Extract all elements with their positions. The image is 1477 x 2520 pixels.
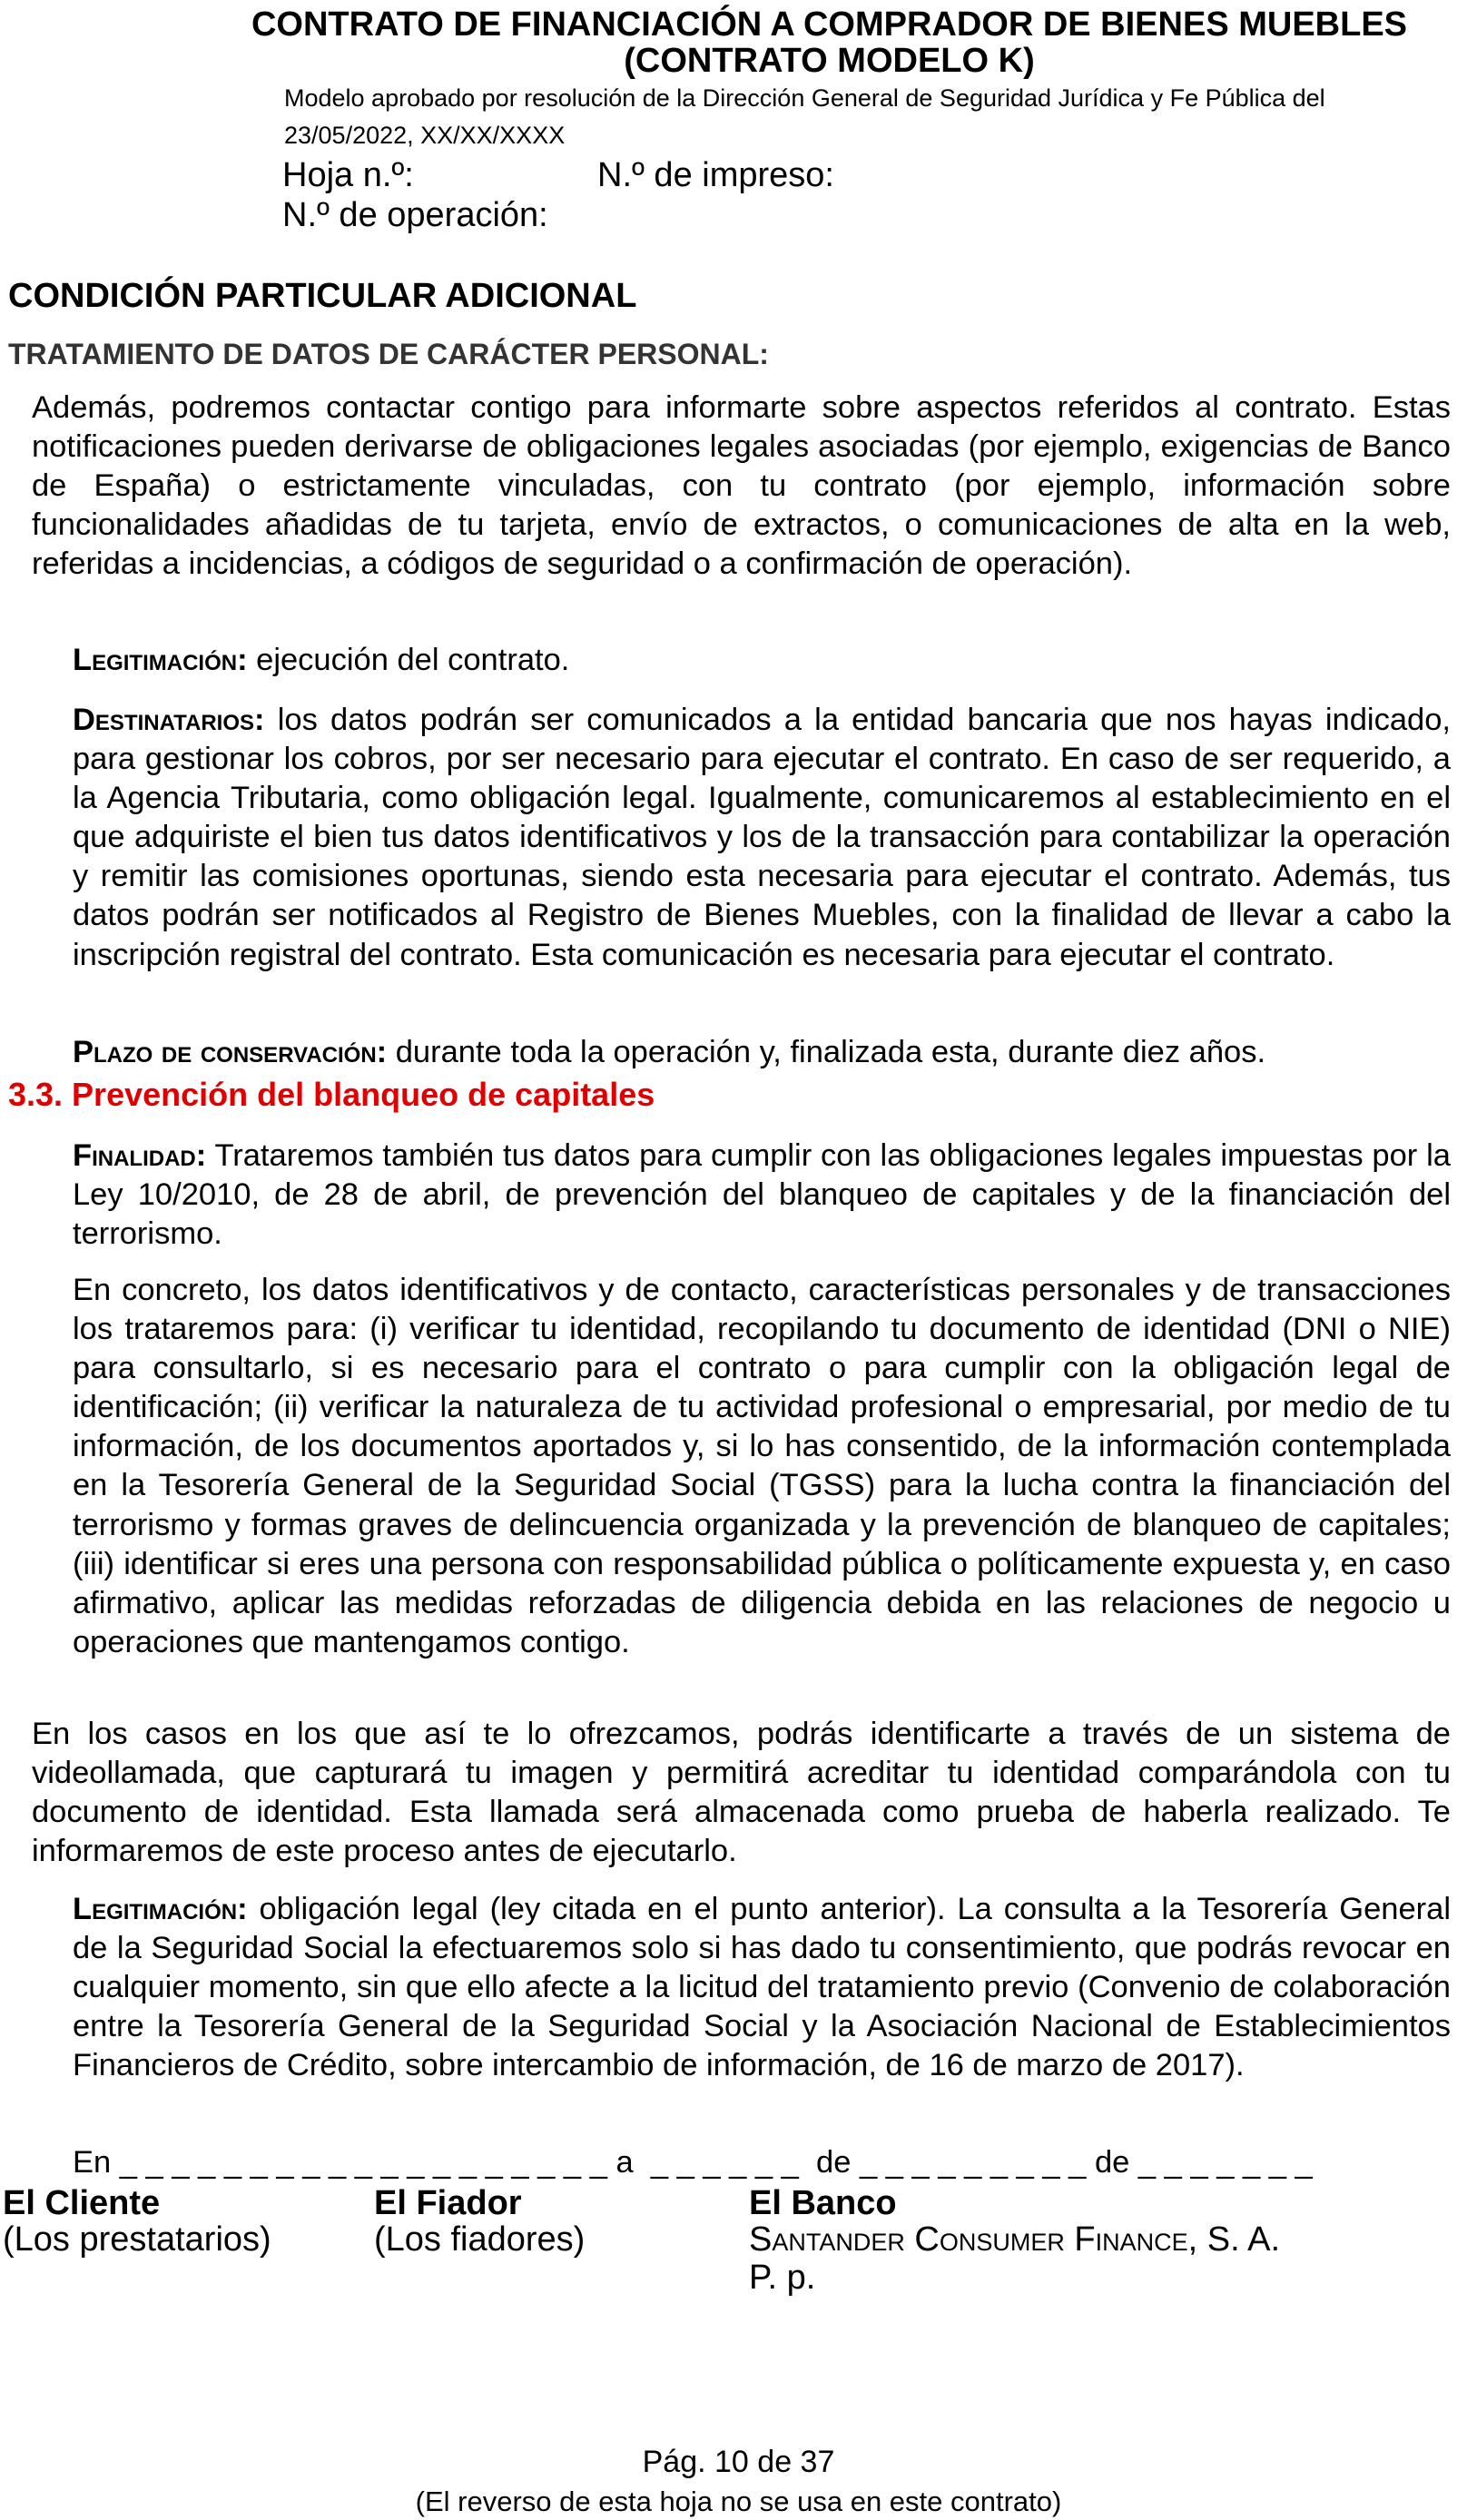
client-subtitle: (Los prestatarios) (3, 2220, 271, 2259)
section-subheading: TRATAMIENTO DE DATOS DE CARÁCTER PERSONAL: (8, 338, 769, 370)
page-number: Pág. 10 de 37 (642, 2445, 835, 2479)
legal-basis-text: obligación legal (ley citada en el punto anterior). La consulta a la Tesorería General de la Seguridad Social la efectuaremos solo si has dado tu consentimiento, que podrás revocar en cualquier momento, sin que ello afecte a la licitud del tratamiento previo (Convenio de colaboración entre la Tesorería General de la Seguridad Social y la Asociación Nacional de Establecimientos Financieros de Crédito, sobre intercambio de información, de 16 de marzo de 2017). (73, 1892, 1451, 2083)
legitimation-label: Legitimación: (73, 643, 248, 677)
bank-pp: P. p. (749, 2259, 816, 2297)
guarantor-subtitle: (Los fiadores) (374, 2220, 586, 2259)
bank-title: El Banco (749, 2184, 897, 2222)
section-3-3-heading: 3.3. Prevención del blanqueo de capitales (8, 1076, 655, 1113)
operation-number-label: N.º de operación: (282, 196, 548, 234)
purpose-paragraph (73, 1137, 1451, 1254)
bank-name: Santander Consumer Finance, S. A. (749, 2220, 1281, 2259)
legitimation-paragraph (73, 641, 1451, 680)
sheet-number-label: Hoja n.º: (282, 156, 414, 194)
legal-basis-label: Legitimación: (73, 1892, 248, 1926)
purpose-text: Trataremos también tus datos para cumplir con las obligaciones legales impuestas por la Ley 10/2010, de 28 de abril, de prevención del blanqueo de capitales y de la financiación del terrorismo. (73, 1138, 1451, 1252)
recipients-text: los datos podrán ser comunicados a la entidad bancaria que nos hayas indicado, para gestionar los cobros, por ser necesario para ejecutar el contrato. En caso de ser requerido, a la Agencia Tributaria, como obligación legal. Igualmente, comunicaremos al establecimiento en el que adquiriste el bien tus datos identificativos y los de la transacción para contabilizar la operación y remitir las comisiones oportunas, siendo esta necesaria para ejecutar el contrato. Además, tus datos podrán ser notificados al Registro de Bienes Muebles, con la finalidad de llevar a cabo la inscripción registral del contrato. Esta comunicación es necesaria para ejecutar el contrato. (73, 703, 1451, 972)
details-paragraph: En concreto, los datos identificativos y de contacto, características personales y de transacciones los trataremos para: (i) verificar tu identidad, recopilando tu documento de identidad (DNI o NIE) para consultarlo, si es necesario para el contrato o para cumplir con la obligación legal de identificación; (ii) verificar la naturaleza de tu actividad profesional o empresarial, por medio de tu información, de los documentos aportados y, si lo has consentido, de la información contemplada en la Tesorería General de la Seguridad Social (TGSS) para la lucha contra la financiación del terrorismo y formas graves de delincuencia organizada y la prevención de blanqueo de capitales; (iii) identificar si eres una persona con responsabilidad pública o políticamente expuesta y, en caso afirmativo, aplicar las medidas reforzadas de diligencia debida en las relaciones de negocio u operaciones que mantengamos contigo. (73, 1273, 1451, 1659)
guarantor-title: El Fiador (374, 2184, 522, 2222)
retention-paragraph (73, 1033, 1451, 1072)
video-call-paragraph: En los casos en los que así te lo ofrezcamos, podrás identificarte a través de un sistema de videollamada, que capturará tu imagen y permitirá acreditar tu identidad comparándola con tu documento de identidad. Esta llamada será almacenada como prueba de haberla realizado. Te informaremos de este proceso antes de ejecutarlo. (32, 1717, 1451, 1869)
purpose-label: Finalidad: (73, 1138, 207, 1173)
approval-text: Modelo aprobado por resolución de la Dirección General de Seguridad Jurídica y Fe Pública del (284, 84, 1325, 112)
legal-basis-paragraph (73, 1890, 1451, 2085)
legitimation-text: ejecución del contrato. (247, 643, 570, 677)
place-date-line: En _ _ _ _ _ _ _ _ _ _ _ _ _ _ _ _ _ _ _ a _ _ _ _ _ _ de _ _ _ _ _ _ _ _ _ de _ _ _ _ _ _ _ (73, 2145, 1313, 2180)
intro-paragraph: Además, podremos contactar contigo para informarte sobre aspectos referidos al contrato. Estas notificaciones pueden derivarse de obligaciones legales asociadas (por ejemplo, exigencias de Banco de España) o estrictamente vinculadas, con tu contrato (por ejemplo, información sobre funcionalidades añadidas de tu tarjeta, envío de extractos, o comunicaciones de alta en la web, referidas a incidencias, a códigos de seguridad o a confirmación de operación). (32, 390, 1451, 582)
document-title: CONTRATO DE FINANCIACIÓN A COMPRADOR DE BIENES MUEBLES (251, 5, 1408, 44)
retention-text: durante toda la operación y, finalizada esta, durante diez años. (387, 1035, 1266, 1069)
recipients-label: Destinatarios: (73, 703, 265, 737)
retention-label: Plazo de conservación: (73, 1035, 388, 1069)
recipients-paragraph (73, 701, 1451, 975)
reverse-note: (El reverso de esta hoja no se usa en este contrato) (415, 2486, 1062, 2517)
approval-date: 23/05/2022, XX/XX/XXXX (284, 122, 566, 149)
document-subtitle: (CONTRATO MODELO K) (624, 42, 1035, 80)
client-title: El Cliente (3, 2184, 161, 2222)
print-number-label: N.º de impreso: (597, 156, 834, 194)
section-heading: CONDICIÓN PARTICULAR ADICIONAL (8, 277, 637, 315)
